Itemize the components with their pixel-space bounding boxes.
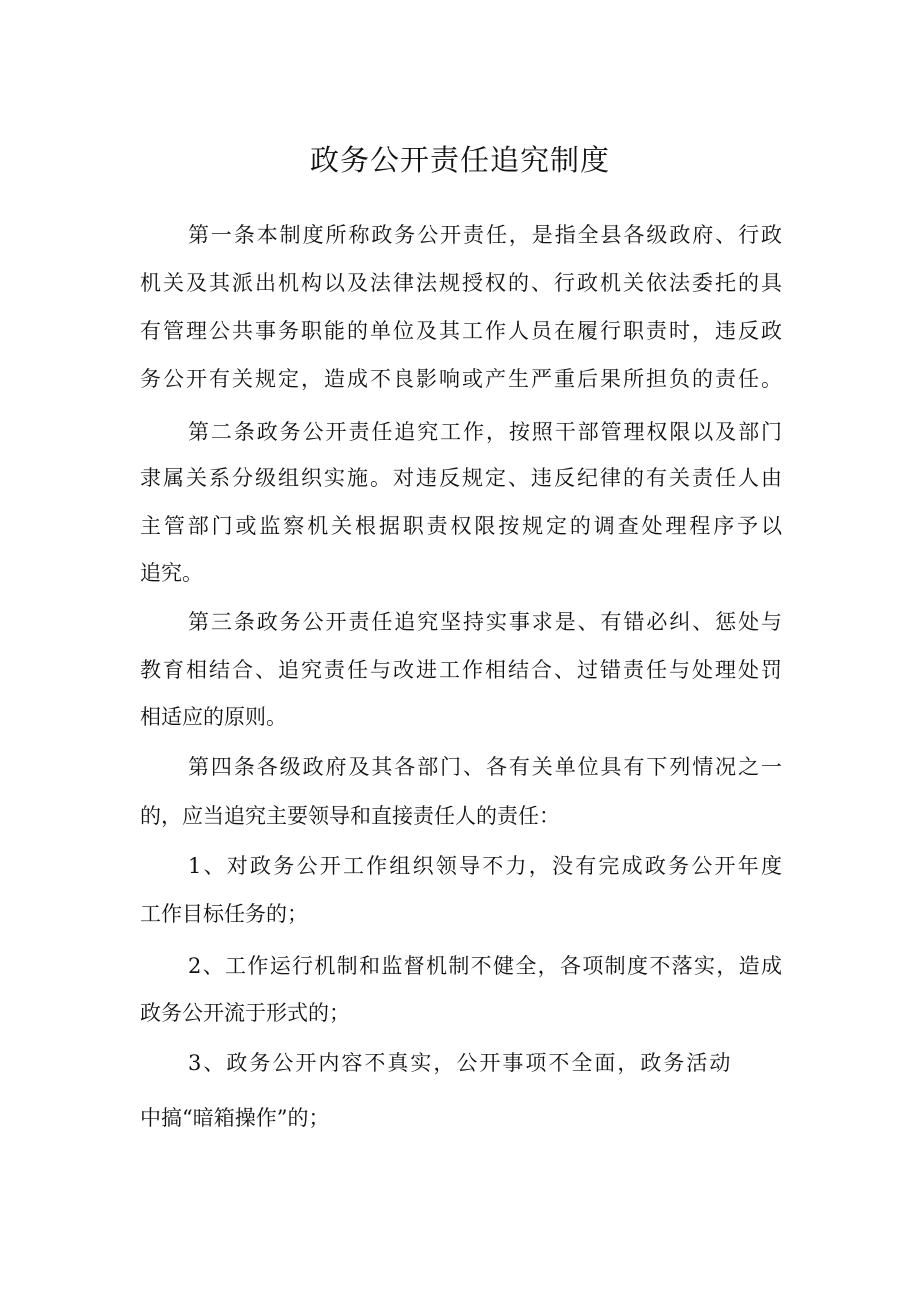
text-line: 2、工作运行机制和监督机制不健全，各项制度不落实，造成 xyxy=(188,954,782,978)
text-line: 工作目标任务的； xyxy=(140,902,308,926)
text-line: 主管部门或监察机关根据职责权限按规定的调查处理程序予以 xyxy=(140,514,782,538)
text-line: 1、对政务公开工作组织领导不力，没有完成政务公开年度 xyxy=(188,854,782,878)
text-line: 的，应当追究主要领导和直接责任人的责任： xyxy=(140,804,560,828)
text-line: 第三条政务公开责任追究坚持实事求是、有错必纠、惩处与 xyxy=(188,610,782,634)
text-line: 政务公开流于形式的； xyxy=(140,1001,350,1025)
text-line: 教育相结合、追究责任与改进工作相结合、过错责任与处理处罚 xyxy=(140,658,782,682)
text-line: 相适应的原则。 xyxy=(140,705,287,729)
text-line: 第四条各级政府及其各部门、各有关单位具有下列情况之一 xyxy=(188,755,782,779)
document-title: 政务公开责任追究制度 xyxy=(309,143,610,177)
text-line: 中搞“暗箱操作”的； xyxy=(140,1106,330,1130)
text-line: 机关及其派出机构以及法律法规授权的、行政机关依法委托的具 xyxy=(140,271,782,295)
text-line: 有管理公共事务职能的单位及其工作人员在履行职责时，违反政 xyxy=(140,319,782,343)
text-line: 追究。 xyxy=(140,561,203,585)
text-line: 3、政务公开内容不真实，公开事项不全面，政务活动 xyxy=(188,1051,733,1075)
text-line: 隶属关系分级组织实施。对违反规定、违反纪律的有关责任人由 xyxy=(140,466,782,490)
text-line: 第一条本制度所称政务公开责任，是指全县各级政府、行政 xyxy=(188,223,782,247)
text-line: 务公开有关规定，造成不良影响或产生严重后果所担负的责任。 xyxy=(140,367,782,391)
text-line: 第二条政务公开责任追究工作，按照干部管理权限以及部门 xyxy=(188,420,782,444)
